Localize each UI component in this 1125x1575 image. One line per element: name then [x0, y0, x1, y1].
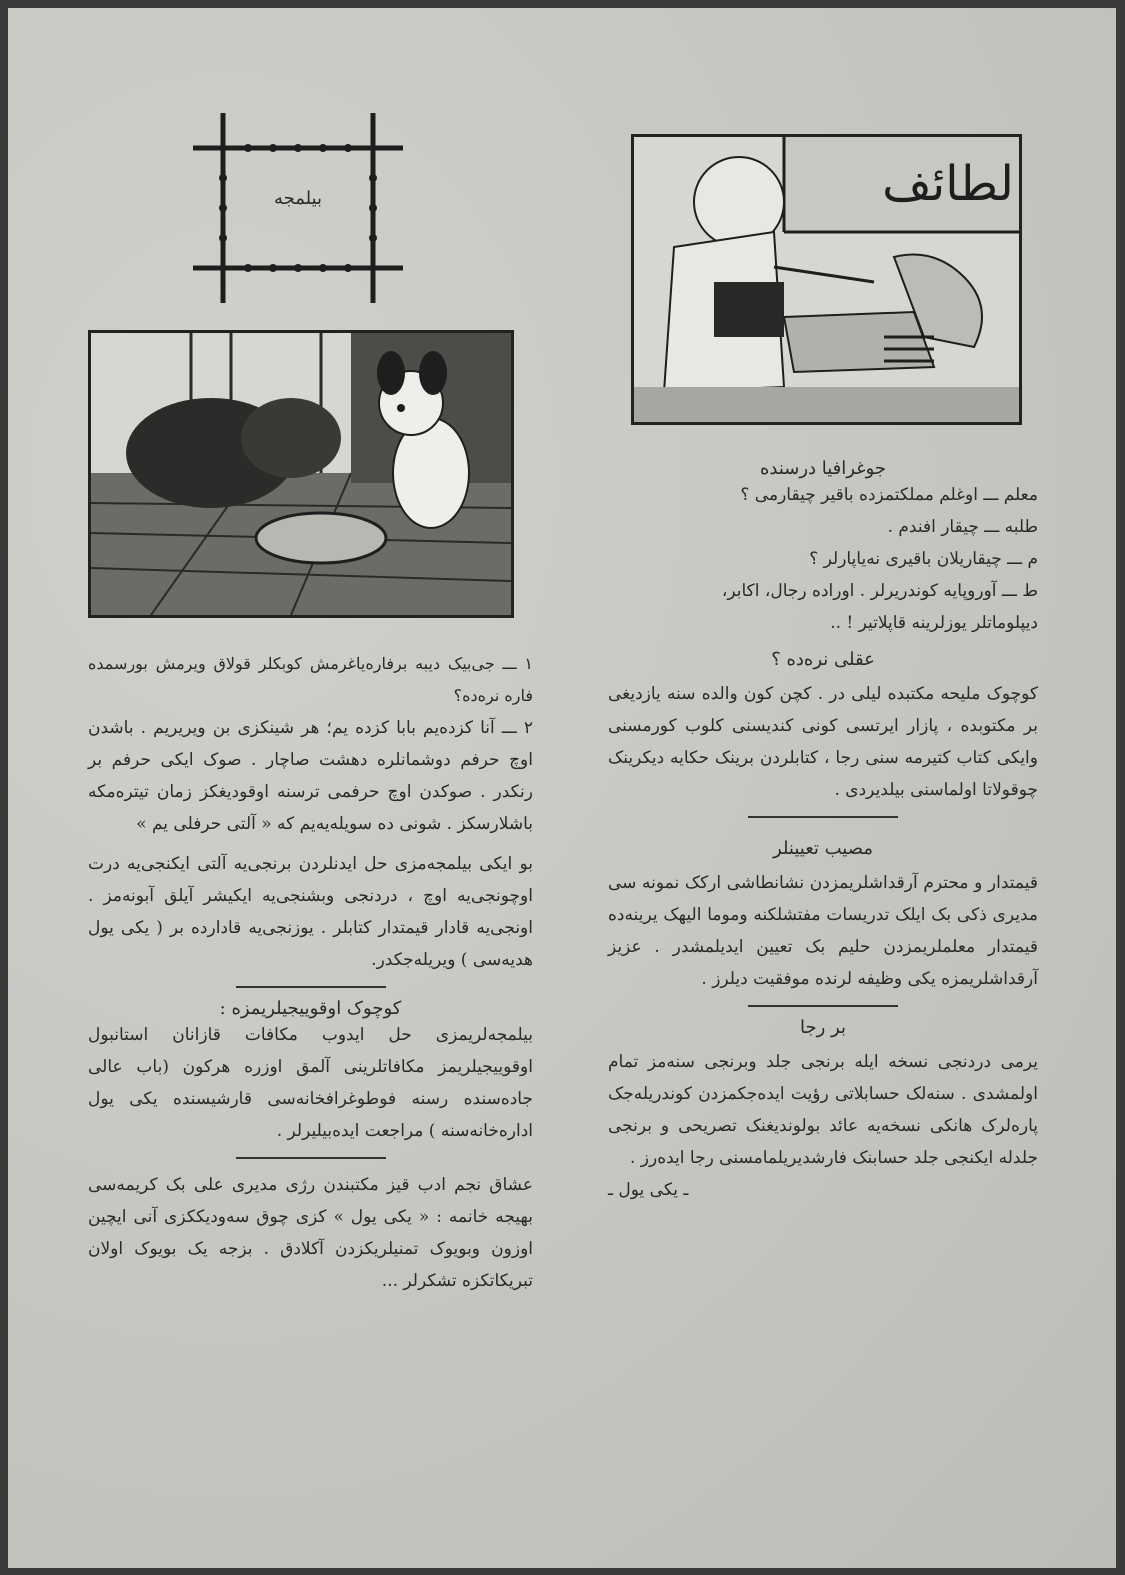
section-divider: [748, 1005, 898, 1007]
geography-line: م ـــ چیقاریلان باقیری نه‌یاپارلر ؟: [809, 549, 1038, 569]
readers-heading: کوچوک اوقوییجیلریمزه :: [219, 998, 402, 1019]
section-divider: [236, 1157, 386, 1159]
puzzle-question-2: ٢ ـــ آنا کزده‌یم بابا کزده یم؛ هر شینکزی بن ویریریم . باشدن اوچ حرفم دوشمانلره دهشت صاچار . صوک ایکی حرفم بر رنکدر . صوکدن اوچ حرفمی ترسنه اوقودیغکز زمان تیتره‌مکه باشلارسکز . شونی ده سویله‌یه‌یم که « آلتی حرفلی یم »: [88, 718, 533, 834]
dog-bowl-illustration: [88, 330, 514, 618]
thanks-text: عشاق نجم ادب قیز مکتبندن رژی مدیری علی بک کریمه‌سی بهیجه خانمه : « یکی یول » کزی چوق سه‌ودیککزی آنی ایچین اوزون وبویوک تمنیلریکزدن آکلادق . بزجه یک بویوک اولان تبریکاتکزه تشکرلر ...: [88, 1175, 533, 1291]
magazine-page: [8, 8, 1116, 1568]
clever-heading: عقلی نره‌ده ؟: [771, 649, 875, 670]
appointments-heading: مصیب تعیینلر: [773, 838, 873, 859]
clever-text: کوچوک ملیحه مکتبده لیلی در . کچن کون والده سنه یازدیغی بر مکتوبده ، پازار ایرتسی کونی کندیسنی کلوب کورمسنی وایکی کتاب کتیرمه سنی رجا ، کتابلردن برینک حکایه دیکرینک چوقولاتا اولماسنی بیلدیردی .: [608, 684, 1038, 800]
readers-text: بیلمجه‌لریمزی حل ایدوب مکافات قازانان استانبول اوقوییجیلریمز مکافاتلرینی آلمق اوزره هرکون (باب عالی جاده‌سنده رسنه فوطوغرافخانه‌سی قارشیسنده یکی یول اداره‌خانه‌سنه ) مراجعت ایده‌بیلیرلر .: [88, 1025, 533, 1141]
geography-line: معلم ـــ اوغلم مملکتمزده باقیر چیقارمی ؟: [740, 485, 1038, 505]
puzzle-prizes: بو ایکی بیلمجه‌مزی حل ایدنلردن برنجی‌یه آلتی ایکنجی‌یه درت اوچونجی‌یه اوچ ، دردنجی وبشنجی‌یه ایکیشر آیلق آبونه‌مز . اونجی‌یه قادار قیمتدار کتابلر . یوزنجی‌یه قادار‌ده بر ( یکی یول هدیه‌سی ) ویریله‌جکدر.: [88, 854, 533, 970]
right-column: [608, 458, 1038, 1206]
geography-heading: جوغرافیا درسنده: [759, 458, 887, 479]
puzzle-question-1: ١ ـــ جی‌بیک دیبه برفاره‌یاغرمش کوبکلر قولاق ویرمش بورسمده فاره نره‌ده؟: [88, 654, 533, 705]
geography-line: طلبه ـــ چیقار افندم .: [887, 517, 1038, 537]
section-divider: [748, 816, 898, 818]
puzzle-title: بیلمجه: [273, 188, 323, 209]
request-signature: ـ یکی یول ـ: [608, 1180, 689, 1200]
left-column: [88, 648, 533, 1297]
geography-line: ط ـــ آوروپایه کوندریرلر . اوراده رجال، اکابر،: [721, 581, 1038, 601]
section-divider: [236, 986, 386, 988]
request-heading: بر رجا: [800, 1017, 846, 1038]
section-title-latayif: لطائف: [882, 156, 1014, 212]
request-text: یرمی دردنجی نسخه ایله برنجی جلد وبرنجی سنه‌مز تمام اولمشدی . سنه‌لک حسابلاتی رؤیت ایده‌جکمزدن کوندریله‌جک پاره‌لرک هانکی نسخه‌یه عائد بولوندیغنک تصریحی و برنجی جلدله ایکنجی جلد حسابنک فارشدیریلمامسنی رجا ایده‌رز .: [608, 1052, 1038, 1168]
geography-line: دیپلوماتلر یوزلرینه قاپلاتیر ! ..: [830, 613, 1038, 633]
appointments-text: قیمتدار و محترم آرقداشلریمزدن نشانطاشی ارکک نمونه سی مدیری ذکی بک ایلک تدریسات مفتشلکنه وموما الیهک یرینه‌ده قیمتدار معلملریمزدن حلیم بک تعیین ایدیلمشدر . عزیز آرقداشلریمزه یکی وظیفه لرنده موفقیت دیلرز .: [608, 873, 1038, 989]
